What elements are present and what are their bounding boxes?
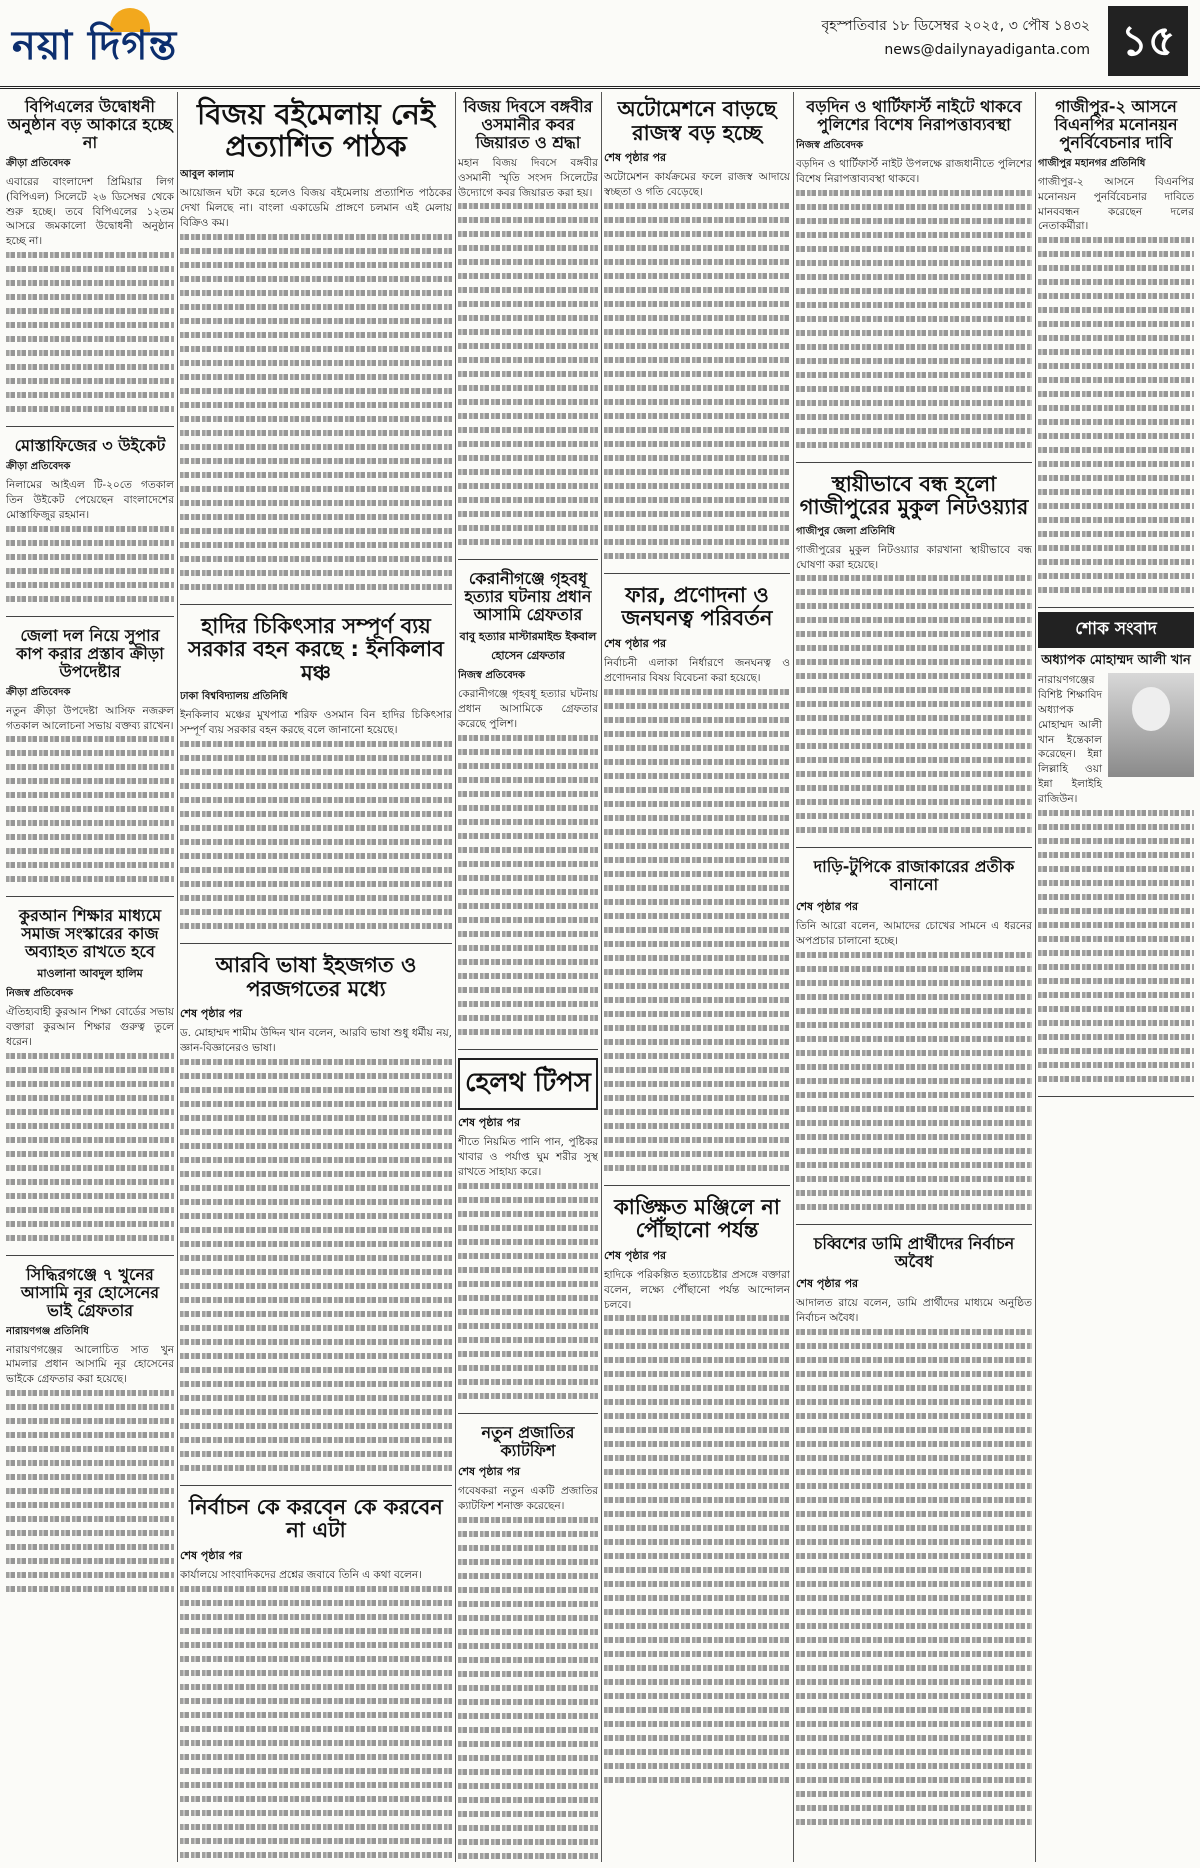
headline: বিপিএলের উদ্বোধনী অনুষ্ঠান বড় আকারে হচ্ছে না	[7, 97, 173, 152]
byline: ক্রীড়া প্রতিবেদক	[6, 461, 71, 473]
story-body: নির্বাচনী এলাকা নির্ধারণে জনঘনত্ব ও প্রণোদনার বিষয় বিবেচনা করা হয়েছে।	[604, 656, 790, 684]
headline: মোস্তাফিজের ৩ উইকেট	[14, 436, 166, 456]
story-body: হাদিকে পরিকল্পিত হত্যাচেষ্টার প্রসঙ্গে বক্তারা বলেন, লক্ষ্যে পৌঁছানো পর্যন্ত আন্দোলন চলবে।	[604, 1268, 790, 1311]
headline: আরবি ভাষা ইহজগত ও পরজগতের মধ্যে	[215, 953, 417, 1001]
continued-label: শেষ পৃষ্ঠার পর	[180, 1007, 243, 1021]
headline: জেলা দল নিয়ে সুপার কাপ করার প্রস্তাব ক্রীড়া উপদেষ্টার	[16, 625, 164, 681]
story-body: এবারের বাংলাদেশ প্রিমিয়ার লিগ (বিপিএল) সিলেটে ২৬ ডিসেম্বর থেকে শুরু হচ্ছে। তবে বিপিএলের ১২তম আসরে জমকালো উদ্বোধনী অনুষ্ঠান হচ্ছে না।	[6, 175, 174, 248]
story-book-fair	[180, 92, 452, 605]
column-divider	[601, 92, 602, 1862]
column-3	[458, 92, 598, 1862]
byline: ঢাকা বিশ্ববিদ্যালয় প্রতিনিধি	[180, 691, 288, 703]
story-osmani	[458, 92, 598, 560]
continued-label: শেষ পৃষ্ঠার পর	[604, 151, 667, 165]
headline: অধ্যাপক মোহাম্মদ আলী খান	[1041, 653, 1191, 669]
story-gazipur-2	[1038, 92, 1194, 608]
story-body: নিলামের আইএল টি-২০তে গতকাল তিন উইকেট পেয়েছেন বাংলাদেশের মোস্তাফিজুর রহমান।	[6, 479, 174, 521]
byline: নিজস্ব প্রতিবেদক	[458, 670, 526, 682]
story-catfish	[458, 1418, 598, 1862]
headline: চব্বিশের ডামি প্রার্থীদের নির্বাচন অবৈধ	[813, 1234, 1015, 1271]
story-hadi-treatment	[180, 609, 452, 944]
headline: নির্বাচন কে করবেন কে করবেন না এটা	[189, 1494, 443, 1543]
story-body: তিনি আরো বলেন, আমাদের চোখের সামনে এ ধরনের অপপ্রচার চালানো হচ্ছে।	[796, 920, 1032, 948]
headline: স্থায়ীভাবে বন্ধ হলো গাজীপুরের মুকুল নিটওয়্যার	[799, 471, 1029, 520]
story-christmas-security	[796, 92, 1032, 463]
headline: দাড়ি-টুপিকে রাজাকারের প্রতীক বানানো	[813, 857, 1015, 895]
headline: সিদ্ধিরগঞ্জে ৭ খুনের আসামি নূর হোসেনের ভাই গ্রেফতার	[20, 1264, 160, 1320]
story-body: ঐতিহ্যবাহী কুরআন শিক্ষা বোর্ডের সভায় বক্তারা কুরআন শিক্ষার গুরুত্ব তুলে ধরেন।	[6, 1006, 174, 1048]
story-bpl	[6, 92, 174, 427]
story-election-who	[180, 1490, 452, 1862]
newspaper-logo: নয়া দিগন্ত	[12, 23, 178, 69]
story-automation	[604, 92, 790, 574]
column-6	[1038, 92, 1194, 1862]
headline: কাঙ্ক্ষিত মঞ্জিলে না পৌঁছানো পর্যন্ত	[614, 1194, 780, 1243]
story-density	[604, 578, 790, 1186]
byline: নিজস্ব প্রতিবেদক	[796, 139, 864, 151]
byline: গাজীপুর মহানগর প্রতিনিধি	[1038, 157, 1146, 169]
headline: বিজয় বইমেলায় নেই প্রত্যাশিত পাঠক	[197, 97, 435, 164]
masthead	[0, 0, 1200, 89]
story-body: বড়দিন ও থার্টিফার্স্ট নাইট উপলক্ষে রাজধানীতে পুলিশের বিশেষ নিরাপত্তাব্যবস্থা থাকবে।	[796, 157, 1032, 185]
story-destination	[604, 1190, 790, 1798]
headline: হাদির চিকিৎসার সম্পূর্ণ ব্যয় সরকার বহন করছে : ইনকিলাব মঞ্চ	[188, 613, 444, 685]
story-body: আদালত রায়ে বলেন, ডামি প্রার্থীদের মাধ্যমে অনুষ্ঠিত নির্বাচন অবৈধ।	[796, 1296, 1032, 1324]
continued-label: শেষ পৃষ্ঠার পর	[604, 636, 667, 650]
page-number: ১৫	[1108, 6, 1188, 76]
contact-email[interactable]: news@dailynayadiganta.com	[884, 42, 1090, 58]
column-divider	[1035, 92, 1036, 1862]
story-body: মহান বিজয় দিবসে বঙ্গবীর ওসমানী স্মৃতি সংসদ সিলেটের উদ্যোগে কবর জিয়ারত করা হয়।	[458, 156, 598, 199]
story-body: কেরানীগঞ্জে গৃহবধূ হত্যার ঘটনায় প্রধান আসামিকে গ্রেফতার করেছে পুলিশ।	[458, 688, 598, 730]
byline: নারায়ণগঞ্জ প্রতিনিধি	[6, 1325, 89, 1337]
column-1	[6, 92, 174, 1862]
headline: কেরানীগঞ্জে গৃহবধূ হত্যার ঘটনায় প্রধান আসামি গ্রেফতার	[464, 569, 592, 625]
subheadline: বাবু হত্যার মাস্টারমাইন্ড ইকবাল হোসেন গ্রেফতার	[459, 630, 597, 663]
headline: কুরআন শিক্ষার মাধ্যমে সমাজ সংস্কারের কাজ অব্যাহত রাখতে হবে	[18, 906, 162, 962]
story-body: গাজীপুরের মুকুল নিটওয়্যার কারখানা স্থায়ীভাবে বন্ধ ঘোষণা করা হয়েছে।	[796, 543, 1032, 571]
byline: ক্রীড়া প্রতিবেদক	[6, 157, 71, 169]
byline: নিজস্ব প্রতিবেদক	[6, 988, 74, 1000]
column-divider	[793, 92, 794, 1862]
column-5	[796, 92, 1032, 1862]
continued-label: শেষ পৃষ্ঠার পর	[796, 900, 859, 914]
headline: বিজয় দিবসে বঙ্গবীর ওসমানীর কবর জিয়ারত ও শ্রদ্ধা	[463, 97, 593, 152]
story-body: গাজীপুর-২ আসনে বিএনপির মনোনয়ন পুনর্বিবেচনার দাবিতে মানববন্ধন করেছেন দলের নেতাকর্মীরা।	[1038, 175, 1194, 233]
story-health-tips	[458, 1054, 598, 1414]
story-body: আয়োজন ঘটা করে হলেও বিজয় বইমেলায় প্রত্যাশিত পাঠকের দেখা মিলছে না। বাংলা একাডেমি প্রাঙ্গণে চলমান এই মেলায় বিক্রিও কম।	[180, 186, 452, 229]
column-2	[180, 92, 452, 1862]
story-beard-cap	[796, 852, 1032, 1225]
continued-label: শেষ পৃষ্ঠার পর	[180, 1548, 243, 1562]
story-super-cup	[6, 621, 174, 898]
column-divider	[455, 92, 456, 1862]
story-body: নারায়ণগঞ্জের আলোচিত সাত খুন মামলার প্রধান আসামি নূর হোসেনের ভাইকে গ্রেফতার করা হয়েছে।	[6, 1343, 174, 1386]
story-body: ইনকিলাব মঞ্চের মুখপাত্র শরিফ ওসমান বিন হাদির চিকিৎসার সম্পূর্ণ ব্যয় সরকার বহন করছে বলে জানানো হয়েছে।	[180, 709, 452, 737]
byline: গাজীপুর জেলা প্রতিনিধি	[796, 525, 895, 537]
story-body: নারায়ণগঞ্জের বিশিষ্ট শিক্ষাবিদ অধ্যাপক মোহাম্মদ আলী খান ইন্তেকাল করেছেন। ইন্না লিল্লাহি ওয়া ইন্না ইলাইহি রাজিউন।	[1038, 673, 1102, 806]
obituary-banner: শোক সংবাদ	[1038, 612, 1194, 648]
story-arabic	[180, 948, 452, 1486]
story-body: নতুন ক্রীড়া উপদেষ্টা আসিফ নজরুল গতকাল আলোচনা সভায় বক্তব্য রাখেন।	[6, 704, 174, 732]
continued-label: শেষ পৃষ্ঠার পর	[458, 1465, 521, 1479]
headline: ফার, প্রণোদনা ও জনঘনত্ব পরিবর্তন	[621, 582, 773, 631]
story-body: কার্যালয়ে সাংবাদিকদের প্রশ্নের জবাবে তিনি এ কথা বলেন।	[180, 1568, 422, 1581]
story-mustafiz	[6, 431, 174, 617]
story-obituary	[1038, 648, 1194, 1097]
byline: আবুল কালাম	[180, 168, 234, 180]
story-quran	[6, 901, 174, 1255]
byline: ক্রীড়া প্রতিবেদক	[6, 686, 71, 698]
story-mukul-knitwear	[796, 467, 1032, 849]
story-keraniganj	[458, 564, 598, 1049]
headline: হেলথ টিপস	[458, 1058, 598, 1110]
column-divider	[177, 92, 178, 1862]
story-body: ড. মোহাম্মদ শামীম উদ্দিন খান বলেন, আরবি ভাষা শুধু ধর্মীয় নয়, জ্ঞান-বিজ্ঞানেরও ভাষা।	[180, 1027, 452, 1054]
continued-label: শেষ পৃষ্ঠার পর	[796, 1276, 859, 1290]
column-4	[604, 92, 790, 1862]
headline: বড়দিন ও থার্টিফার্স্ট নাইটে থাকবে পুলিশের বিশেষ নিরাপত্তাব্যবস্থা	[806, 97, 1022, 134]
story-siddhirganj	[6, 1260, 174, 1606]
issue-date: বৃহস্পতিবার ১৮ ডিসেম্বর ২০২৫, ৩ পৌষ ১৪৩২	[821, 18, 1090, 34]
story-dummy-candidates	[796, 1229, 1032, 1839]
story-body: শীতে নিয়মিত পানি পান, পুষ্টিকর খাবার ও পর্যাপ্ত ঘুম শরীর সুস্থ রাখতে সাহায্য করে।	[458, 1135, 598, 1178]
headline: নতুন প্রজাতির ক্যাটফিশ	[481, 1422, 575, 1460]
portrait-photo	[1108, 673, 1194, 777]
headline: গাজীপুর-২ আসনে বিএনপির মনোনয়ন পুনর্বিবেচনার দাবি	[1054, 97, 1178, 152]
continued-label: শেষ পৃষ্ঠার পর	[458, 1115, 521, 1129]
headline: অটোমেশনে বাড়ছে রাজস্ব বড় হচ্ছে	[617, 97, 777, 145]
story-body: গবেষকরা নতুন একটি প্রজাতির ক্যাটফিশ শনাক্ত করেছেন।	[458, 1485, 598, 1513]
story-body: অটোমেশন কার্যক্রমের ফলে রাজস্ব আদায়ে স্বচ্ছতা ও গতি বেড়েছে।	[604, 171, 790, 198]
continued-label: শেষ পৃষ্ঠার পর	[604, 1248, 667, 1262]
subheadline: মাওলানা আবদুল হালিম	[37, 967, 143, 981]
